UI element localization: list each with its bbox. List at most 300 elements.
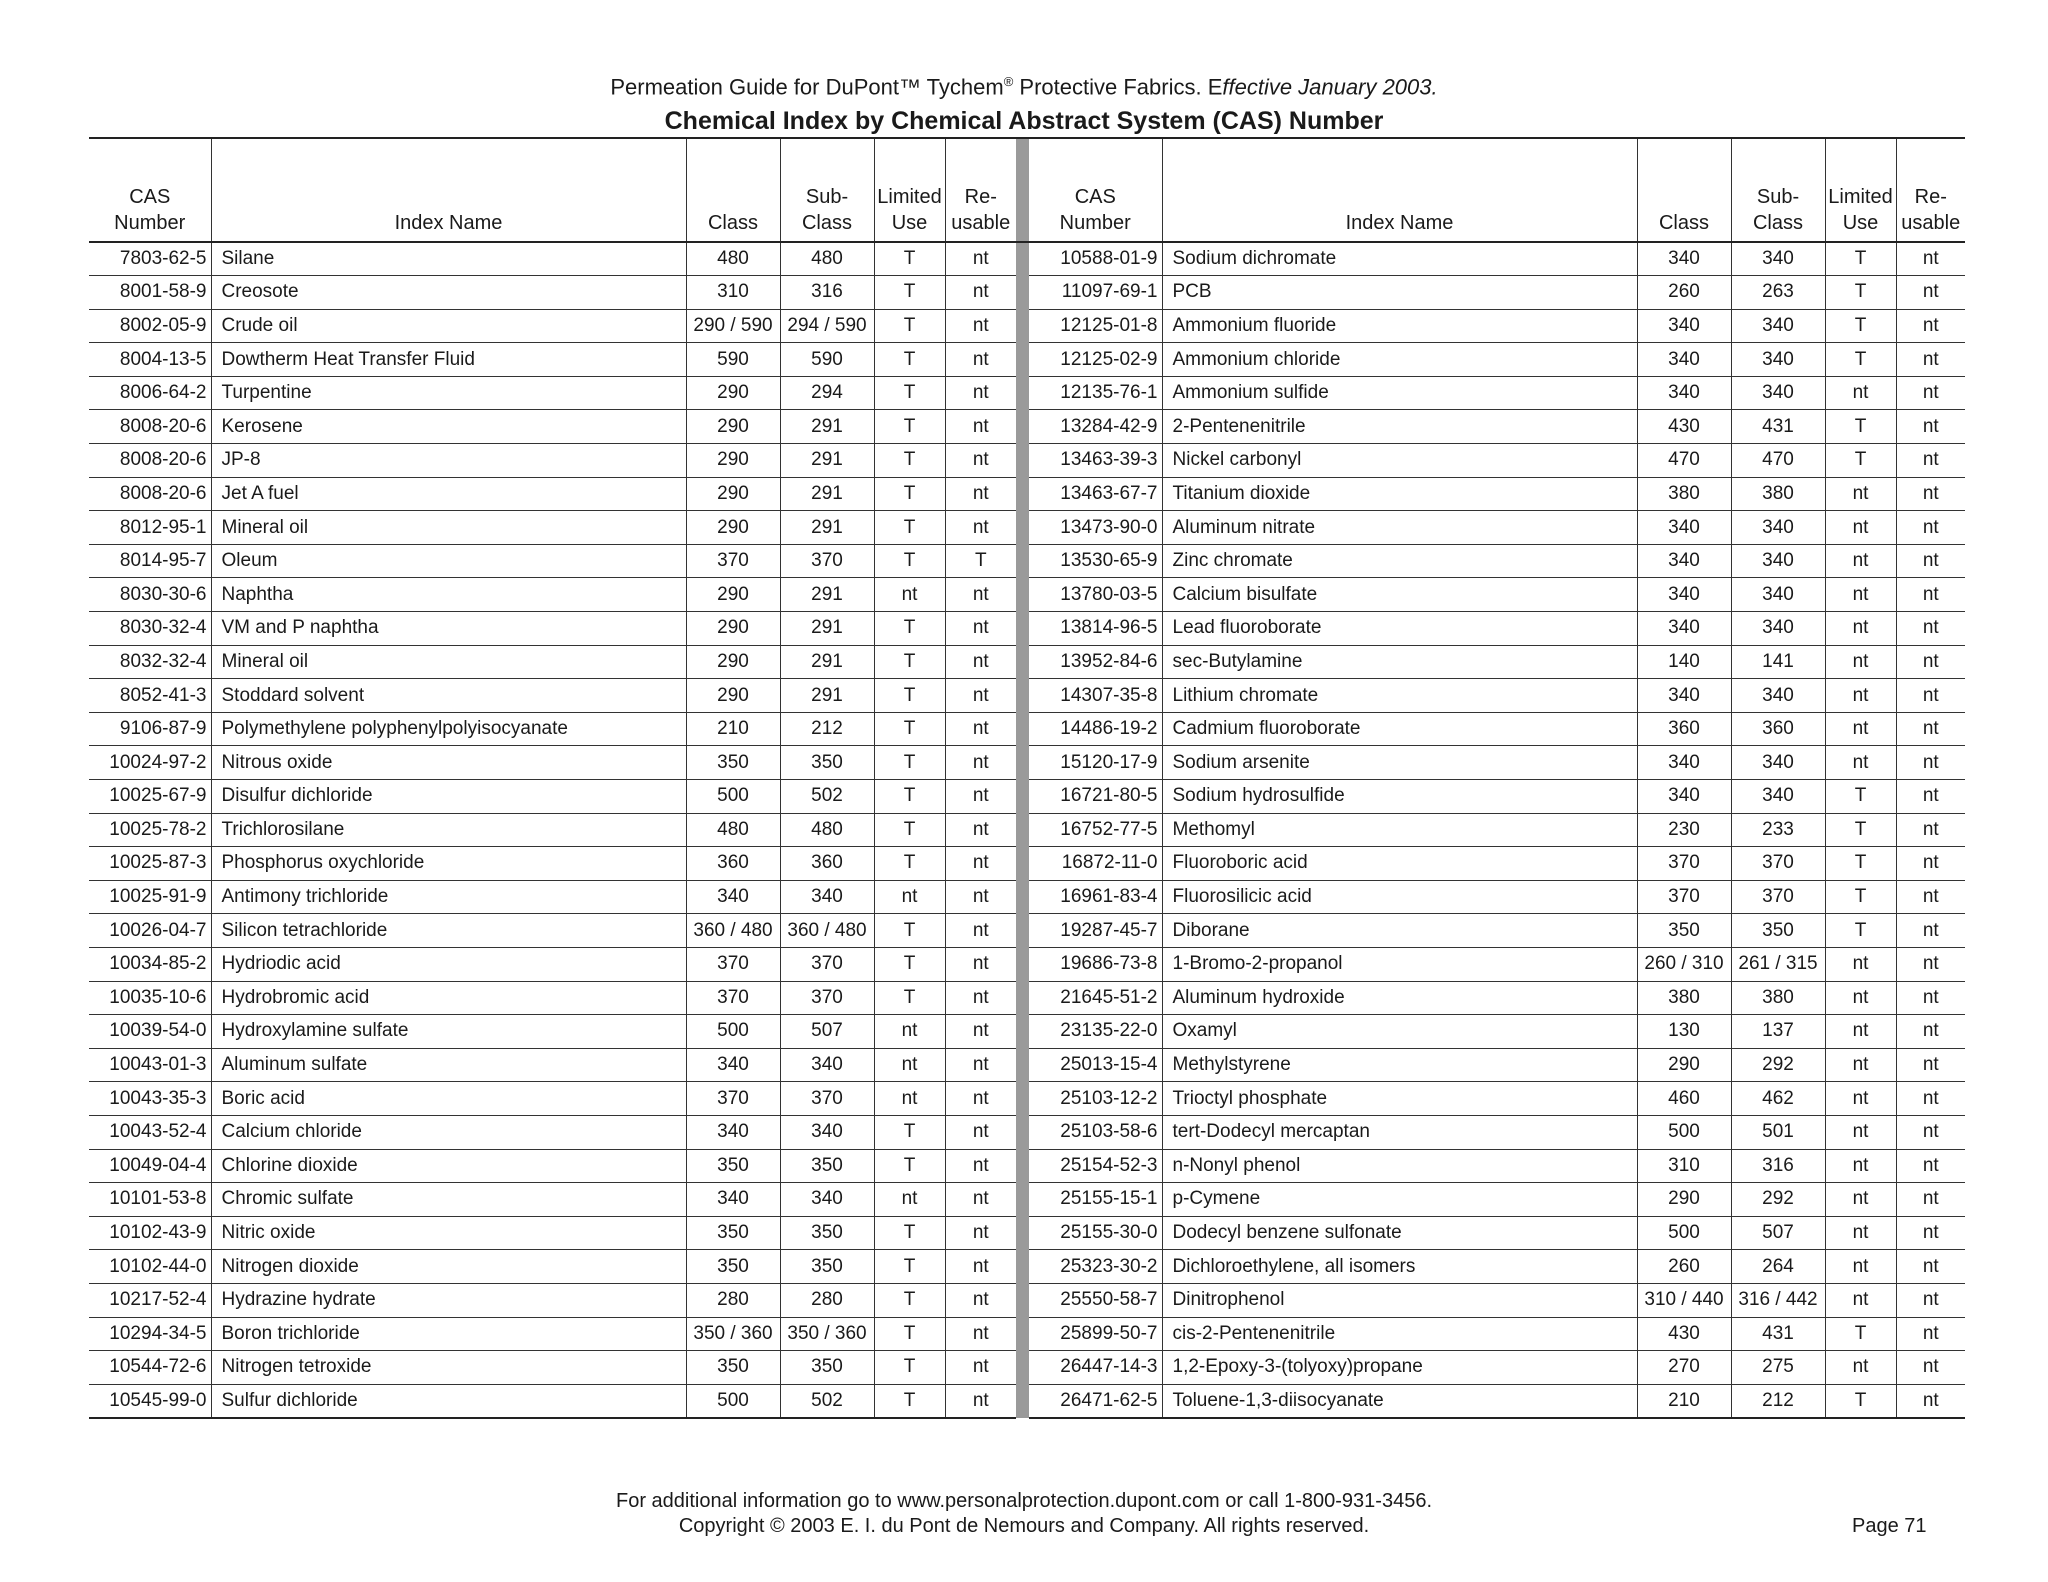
column-divider — [1016, 645, 1029, 679]
left-cas-number-cell: 10217-52-4 — [89, 1283, 211, 1317]
column-divider — [1016, 1082, 1029, 1116]
right-cas-number-cell: 16752-77-5 — [1029, 813, 1162, 847]
right-class-cell: 370 — [1637, 880, 1731, 914]
table-row — [89, 242, 1965, 276]
left-class-cell: 290 — [686, 645, 780, 679]
left-class-cell: 290 — [686, 410, 780, 444]
right-limited-use-cell: T — [1825, 410, 1896, 444]
table-row — [89, 276, 1965, 310]
column-header-reusable: Re- usable — [945, 138, 1016, 242]
right-index-name-cell: Aluminum nitrate — [1162, 511, 1637, 545]
left-reusable-cell: nt — [945, 242, 1016, 276]
left-cas-number-cell: 8008-20-6 — [89, 444, 211, 478]
left-index-name-cell: Antimony trichloride — [211, 880, 686, 914]
right-reusable-cell: nt — [1896, 1216, 1965, 1250]
left-limited-use-cell: nt — [874, 1015, 945, 1049]
left-cas-number-cell: 8001-58-9 — [89, 276, 211, 310]
table-row — [89, 813, 1965, 847]
left-index-name-cell: Chromic sulfate — [211, 1183, 686, 1217]
column-divider — [1016, 1015, 1029, 1049]
table-row — [89, 578, 1965, 612]
left-cas-number-cell: 8004-13-5 — [89, 343, 211, 377]
left-subclass-cell: 590 — [780, 343, 874, 377]
left-cas-number-cell: 8014-95-7 — [89, 544, 211, 578]
right-cas-number-cell: 25103-58-6 — [1029, 1115, 1162, 1149]
left-index-name-cell: Mineral oil — [211, 511, 686, 545]
right-limited-use-cell: nt — [1825, 477, 1896, 511]
column-divider — [1016, 712, 1029, 746]
right-subclass-cell: 137 — [1731, 1015, 1825, 1049]
right-cas-number-cell: 12135-76-1 — [1029, 376, 1162, 410]
right-limited-use-cell: nt — [1825, 1250, 1896, 1284]
left-limited-use-cell: T — [874, 612, 945, 646]
left-cas-number-cell: 8008-20-6 — [89, 477, 211, 511]
left-reusable-cell: nt — [945, 410, 1016, 444]
table-row — [89, 914, 1965, 948]
left-reusable-cell: nt — [945, 645, 1016, 679]
left-limited-use-cell: nt — [874, 1183, 945, 1217]
document-subtitle — [0, 68, 2048, 101]
left-limited-use-cell: nt — [874, 880, 945, 914]
left-subclass-cell: 291 — [780, 511, 874, 545]
table-row — [89, 645, 1965, 679]
column-divider — [1016, 138, 1029, 242]
right-limited-use-cell: T — [1825, 1317, 1896, 1351]
column-divider — [1016, 578, 1029, 612]
left-limited-use-cell: T — [874, 947, 945, 981]
page-header — [0, 68, 2048, 137]
right-cas-number-cell: 13530-65-9 — [1029, 544, 1162, 578]
right-class-cell: 290 — [1637, 1183, 1731, 1217]
left-limited-use-cell: T — [874, 712, 945, 746]
left-index-name-cell: Nitrogen tetroxide — [211, 1351, 686, 1385]
right-reusable-cell: nt — [1896, 612, 1965, 646]
right-class-cell: 260 / 310 — [1637, 947, 1731, 981]
right-reusable-cell: nt — [1896, 1183, 1965, 1217]
left-cas-number-cell: 10102-43-9 — [89, 1216, 211, 1250]
right-index-name-cell: Aluminum hydroxide — [1162, 981, 1637, 1015]
right-class-cell: 340 — [1637, 511, 1731, 545]
right-cas-number-cell: 19686-73-8 — [1029, 947, 1162, 981]
table-row — [89, 444, 1965, 478]
right-cas-number-cell: 16721-80-5 — [1029, 780, 1162, 814]
right-class-cell: 470 — [1637, 444, 1731, 478]
right-subclass-cell: 264 — [1731, 1250, 1825, 1284]
left-reusable-cell: nt — [945, 1283, 1016, 1317]
left-index-name-cell: Silane — [211, 242, 686, 276]
right-cas-number-cell: 13463-67-7 — [1029, 477, 1162, 511]
right-class-cell: 340 — [1637, 746, 1731, 780]
left-index-name-cell: Hydroxylamine sulfate — [211, 1015, 686, 1049]
left-index-name-cell: Hydrazine hydrate — [211, 1283, 686, 1317]
table-row — [89, 847, 1965, 881]
right-class-cell: 340 — [1637, 309, 1731, 343]
right-cas-number-cell: 19287-45-7 — [1029, 914, 1162, 948]
right-reusable-cell: nt — [1896, 981, 1965, 1015]
right-index-name-cell: sec-Butylamine — [1162, 645, 1637, 679]
left-limited-use-cell: nt — [874, 578, 945, 612]
right-reusable-cell: nt — [1896, 645, 1965, 679]
left-index-name-cell: Sulfur dichloride — [211, 1384, 686, 1418]
table-row — [89, 1216, 1965, 1250]
column-divider — [1016, 477, 1029, 511]
right-reusable-cell: nt — [1896, 712, 1965, 746]
right-subclass-cell: 380 — [1731, 477, 1825, 511]
left-limited-use-cell: T — [874, 410, 945, 444]
left-reusable-cell: nt — [945, 276, 1016, 310]
left-class-cell: 370 — [686, 1082, 780, 1116]
right-index-name-cell: Ammonium chloride — [1162, 343, 1637, 377]
left-limited-use-cell: T — [874, 1351, 945, 1385]
right-limited-use-cell: T — [1825, 880, 1896, 914]
table-row — [89, 981, 1965, 1015]
left-index-name-cell: Dowtherm Heat Transfer Fluid — [211, 343, 686, 377]
left-reusable-cell: nt — [945, 1082, 1016, 1116]
left-class-cell: 350 — [686, 746, 780, 780]
left-index-name-cell: Nitric oxide — [211, 1216, 686, 1250]
left-reusable-cell: nt — [945, 1351, 1016, 1385]
right-index-name-cell: 1,2-Epoxy-3-(tolyoxy)propane — [1162, 1351, 1637, 1385]
table-row — [89, 1384, 1965, 1418]
left-reusable-cell: nt — [945, 1384, 1016, 1418]
column-header-index-name: Index Name — [211, 138, 686, 242]
left-class-cell: 590 — [686, 343, 780, 377]
left-limited-use-cell: T — [874, 1216, 945, 1250]
left-cas-number-cell: 10025-67-9 — [89, 780, 211, 814]
left-index-name-cell: Calcium chloride — [211, 1115, 686, 1149]
right-subclass-cell: 350 — [1731, 914, 1825, 948]
left-reusable-cell: nt — [945, 780, 1016, 814]
left-subclass-cell: 480 — [780, 242, 874, 276]
left-index-name-cell: Trichlorosilane — [211, 813, 686, 847]
left-limited-use-cell: T — [874, 1384, 945, 1418]
right-index-name-cell: Trioctyl phosphate — [1162, 1082, 1637, 1116]
right-class-cell: 260 — [1637, 1250, 1731, 1284]
right-limited-use-cell: T — [1825, 847, 1896, 881]
left-reusable-cell: nt — [945, 1115, 1016, 1149]
right-class-cell: 290 — [1637, 1048, 1731, 1082]
column-header-limited-use: Limited Use — [1825, 138, 1896, 242]
table-row — [89, 544, 1965, 578]
right-subclass-cell: 340 — [1731, 511, 1825, 545]
left-reusable-cell: nt — [945, 1250, 1016, 1284]
left-subclass-cell: 212 — [780, 712, 874, 746]
table-row — [89, 1015, 1965, 1049]
column-divider — [1016, 544, 1029, 578]
right-cas-number-cell: 25899-50-7 — [1029, 1317, 1162, 1351]
left-class-cell: 340 — [686, 880, 780, 914]
right-reusable-cell: nt — [1896, 1015, 1965, 1049]
right-index-name-cell: Lithium chromate — [1162, 679, 1637, 713]
right-cas-number-cell: 13473-90-0 — [1029, 511, 1162, 545]
left-cas-number-cell: 10101-53-8 — [89, 1183, 211, 1217]
column-header-subclass: Sub- Class — [780, 138, 874, 242]
left-class-cell: 360 — [686, 847, 780, 881]
right-limited-use-cell: nt — [1825, 1115, 1896, 1149]
left-cas-number-cell: 10034-85-2 — [89, 947, 211, 981]
right-reusable-cell: nt — [1896, 1115, 1965, 1149]
right-limited-use-cell: nt — [1825, 376, 1896, 410]
column-divider — [1016, 1250, 1029, 1284]
left-subclass-cell: 340 — [780, 1183, 874, 1217]
left-reusable-cell: nt — [945, 712, 1016, 746]
left-limited-use-cell: T — [874, 1250, 945, 1284]
left-limited-use-cell: nt — [874, 1082, 945, 1116]
column-divider — [1016, 444, 1029, 478]
column-divider — [1016, 813, 1029, 847]
left-cas-number-cell: 10043-35-3 — [89, 1082, 211, 1116]
left-subclass-cell: 350 — [780, 1216, 874, 1250]
right-reusable-cell: nt — [1896, 477, 1965, 511]
left-index-name-cell: Phosphorus oxychloride — [211, 847, 686, 881]
right-cas-number-cell: 21645-51-2 — [1029, 981, 1162, 1015]
column-divider — [1016, 612, 1029, 646]
right-subclass-cell: 340 — [1731, 242, 1825, 276]
left-limited-use-cell: T — [874, 746, 945, 780]
table-row — [89, 410, 1965, 444]
right-reusable-cell: nt — [1896, 544, 1965, 578]
right-reusable-cell: nt — [1896, 746, 1965, 780]
right-reusable-cell: nt — [1896, 578, 1965, 612]
left-cas-number-cell: 8052-41-3 — [89, 679, 211, 713]
right-reusable-cell: nt — [1896, 1082, 1965, 1116]
column-header-subclass: Sub- Class — [1731, 138, 1825, 242]
left-index-name-cell: Nitrogen dioxide — [211, 1250, 686, 1284]
column-header-index-name: Index Name — [1162, 138, 1637, 242]
table-row — [89, 477, 1965, 511]
column-divider — [1016, 410, 1029, 444]
left-limited-use-cell: T — [874, 242, 945, 276]
right-cas-number-cell: 13952-84-6 — [1029, 645, 1162, 679]
table-row — [89, 612, 1965, 646]
table-row — [89, 1149, 1965, 1183]
column-divider — [1016, 343, 1029, 377]
left-subclass-cell: 370 — [780, 981, 874, 1015]
left-reusable-cell: nt — [945, 914, 1016, 948]
left-limited-use-cell: T — [874, 544, 945, 578]
left-class-cell: 210 — [686, 712, 780, 746]
right-class-cell: 380 — [1637, 981, 1731, 1015]
effective-date: ffective January 2003. — [1222, 74, 1438, 100]
column-divider — [1016, 1183, 1029, 1217]
left-class-cell: 290 — [686, 444, 780, 478]
left-index-name-cell: VM and P naphtha — [211, 612, 686, 646]
right-subclass-cell: 431 — [1731, 410, 1825, 444]
left-subclass-cell: 502 — [780, 780, 874, 814]
left-subclass-cell: 291 — [780, 679, 874, 713]
right-cas-number-cell: 25155-30-0 — [1029, 1216, 1162, 1250]
column-divider — [1016, 309, 1029, 343]
left-cas-number-cell: 10025-78-2 — [89, 813, 211, 847]
left-subclass-cell: 291 — [780, 645, 874, 679]
left-subclass-cell: 502 — [780, 1384, 874, 1418]
column-divider — [1016, 511, 1029, 545]
left-index-name-cell: Mineral oil — [211, 645, 686, 679]
right-reusable-cell: nt — [1896, 847, 1965, 881]
left-index-name-cell: Stoddard solvent — [211, 679, 686, 713]
right-reusable-cell: nt — [1896, 1351, 1965, 1385]
right-cas-number-cell: 12125-01-8 — [1029, 309, 1162, 343]
left-index-name-cell: Turpentine — [211, 376, 686, 410]
right-subclass-cell: 141 — [1731, 645, 1825, 679]
left-limited-use-cell: T — [874, 1149, 945, 1183]
left-reusable-cell: nt — [945, 477, 1016, 511]
left-limited-use-cell: T — [874, 309, 945, 343]
left-limited-use-cell: T — [874, 276, 945, 310]
left-limited-use-cell: T — [874, 679, 945, 713]
right-subclass-cell: 507 — [1731, 1216, 1825, 1250]
right-subclass-cell: 340 — [1731, 309, 1825, 343]
left-subclass-cell: 350 — [780, 1149, 874, 1183]
left-class-cell: 370 — [686, 947, 780, 981]
right-index-name-cell: Diborane — [1162, 914, 1637, 948]
table-row — [89, 1048, 1965, 1082]
left-class-cell: 290 — [686, 679, 780, 713]
right-subclass-cell: 340 — [1731, 578, 1825, 612]
right-subclass-cell: 340 — [1731, 612, 1825, 646]
right-limited-use-cell: nt — [1825, 645, 1896, 679]
right-cas-number-cell: 16961-83-4 — [1029, 880, 1162, 914]
right-reusable-cell: nt — [1896, 511, 1965, 545]
right-cas-number-cell: 10588-01-9 — [1029, 242, 1162, 276]
left-cas-number-cell: 10102-44-0 — [89, 1250, 211, 1284]
left-cas-number-cell: 10294-34-5 — [89, 1317, 211, 1351]
table-row — [89, 880, 1965, 914]
left-reusable-cell: nt — [945, 343, 1016, 377]
right-class-cell: 230 — [1637, 813, 1731, 847]
column-divider — [1016, 1351, 1029, 1385]
column-divider — [1016, 1115, 1029, 1149]
right-class-cell: 500 — [1637, 1216, 1731, 1250]
left-index-name-cell: Jet A fuel — [211, 477, 686, 511]
left-subclass-cell: 350 / 360 — [780, 1317, 874, 1351]
right-cas-number-cell: 25323-30-2 — [1029, 1250, 1162, 1284]
left-index-name-cell: Creosote — [211, 276, 686, 310]
left-class-cell: 480 — [686, 813, 780, 847]
left-cas-number-cell: 10025-91-9 — [89, 880, 211, 914]
left-class-cell: 290 / 590 — [686, 309, 780, 343]
left-reusable-cell: nt — [945, 847, 1016, 881]
left-reusable-cell: nt — [945, 376, 1016, 410]
right-reusable-cell: nt — [1896, 309, 1965, 343]
column-divider — [1016, 1283, 1029, 1317]
left-class-cell: 340 — [686, 1115, 780, 1149]
column-divider — [1016, 276, 1029, 310]
table-row — [89, 712, 1965, 746]
column-divider — [1016, 847, 1029, 881]
right-reusable-cell: nt — [1896, 343, 1965, 377]
table-row — [89, 1351, 1965, 1385]
left-class-cell: 350 — [686, 1351, 780, 1385]
right-index-name-cell: Toluene-1,3-diisocyanate — [1162, 1384, 1637, 1418]
left-limited-use-cell: T — [874, 847, 945, 881]
left-subclass-cell: 340 — [780, 1115, 874, 1149]
column-divider — [1016, 1317, 1029, 1351]
left-limited-use-cell: T — [874, 813, 945, 847]
left-class-cell: 290 — [686, 477, 780, 511]
right-index-name-cell: Sodium dichromate — [1162, 242, 1637, 276]
right-index-name-cell: Cadmium fluoroborate — [1162, 712, 1637, 746]
right-limited-use-cell: nt — [1825, 544, 1896, 578]
right-reusable-cell: nt — [1896, 1384, 1965, 1418]
left-subclass-cell: 350 — [780, 746, 874, 780]
right-limited-use-cell: T — [1825, 780, 1896, 814]
right-subclass-cell: 316 / 442 — [1731, 1283, 1825, 1317]
right-cas-number-cell: 13463-39-3 — [1029, 444, 1162, 478]
table-row — [89, 679, 1965, 713]
left-reusable-cell: nt — [945, 880, 1016, 914]
left-subclass-cell: 370 — [780, 947, 874, 981]
right-subclass-cell: 261 / 315 — [1731, 947, 1825, 981]
left-class-cell: 500 — [686, 780, 780, 814]
left-reusable-cell: nt — [945, 813, 1016, 847]
left-cas-number-cell: 8032-32-4 — [89, 645, 211, 679]
right-class-cell: 370 — [1637, 847, 1731, 881]
right-reusable-cell: nt — [1896, 679, 1965, 713]
right-subclass-cell: 340 — [1731, 746, 1825, 780]
left-reusable-cell: nt — [945, 612, 1016, 646]
right-limited-use-cell: nt — [1825, 712, 1896, 746]
column-header-cas: CAS Number — [89, 138, 211, 242]
right-class-cell: 140 — [1637, 645, 1731, 679]
column-header-class: Class — [1637, 138, 1731, 242]
left-index-name-cell: JP-8 — [211, 444, 686, 478]
left-subclass-cell: 291 — [780, 477, 874, 511]
right-index-name-cell: Ammonium fluoride — [1162, 309, 1637, 343]
subtitle-text-after: Protective Fabrics. E — [1013, 74, 1223, 100]
left-index-name-cell: Hydrobromic acid — [211, 981, 686, 1015]
left-subclass-cell: 316 — [780, 276, 874, 310]
right-cas-number-cell: 12125-02-9 — [1029, 343, 1162, 377]
left-subclass-cell: 291 — [780, 578, 874, 612]
left-cas-number-cell: 10039-54-0 — [89, 1015, 211, 1049]
right-limited-use-cell: nt — [1825, 746, 1896, 780]
right-subclass-cell: 380 — [1731, 981, 1825, 1015]
left-cas-number-cell: 10544-72-6 — [89, 1351, 211, 1385]
right-limited-use-cell: nt — [1825, 1048, 1896, 1082]
right-reusable-cell: nt — [1896, 780, 1965, 814]
right-subclass-cell: 340 — [1731, 343, 1825, 377]
column-divider — [1016, 914, 1029, 948]
left-class-cell: 480 — [686, 242, 780, 276]
right-index-name-cell: Titanium dioxide — [1162, 477, 1637, 511]
right-index-name-cell: Oxamyl — [1162, 1015, 1637, 1049]
right-subclass-cell: 340 — [1731, 544, 1825, 578]
table-row — [89, 376, 1965, 410]
right-reusable-cell: nt — [1896, 1283, 1965, 1317]
right-class-cell: 310 / 440 — [1637, 1283, 1731, 1317]
right-limited-use-cell: nt — [1825, 1183, 1896, 1217]
left-index-name-cell: Disulfur dichloride — [211, 780, 686, 814]
column-header-reusable: Re- usable — [1896, 138, 1965, 242]
left-limited-use-cell: T — [874, 343, 945, 377]
right-limited-use-cell: nt — [1825, 981, 1896, 1015]
table-row — [89, 1317, 1965, 1351]
right-cas-number-cell: 25013-15-4 — [1029, 1048, 1162, 1082]
column-divider — [1016, 947, 1029, 981]
left-class-cell: 500 — [686, 1384, 780, 1418]
right-cas-number-cell: 13814-96-5 — [1029, 612, 1162, 646]
right-class-cell: 350 — [1637, 914, 1731, 948]
right-reusable-cell: nt — [1896, 1317, 1965, 1351]
right-index-name-cell: Dodecyl benzene sulfonate — [1162, 1216, 1637, 1250]
right-reusable-cell: nt — [1896, 813, 1965, 847]
left-index-name-cell: Hydriodic acid — [211, 947, 686, 981]
left-subclass-cell: 480 — [780, 813, 874, 847]
right-subclass-cell: 263 — [1731, 276, 1825, 310]
right-subclass-cell: 316 — [1731, 1149, 1825, 1183]
left-index-name-cell: Boron trichloride — [211, 1317, 686, 1351]
